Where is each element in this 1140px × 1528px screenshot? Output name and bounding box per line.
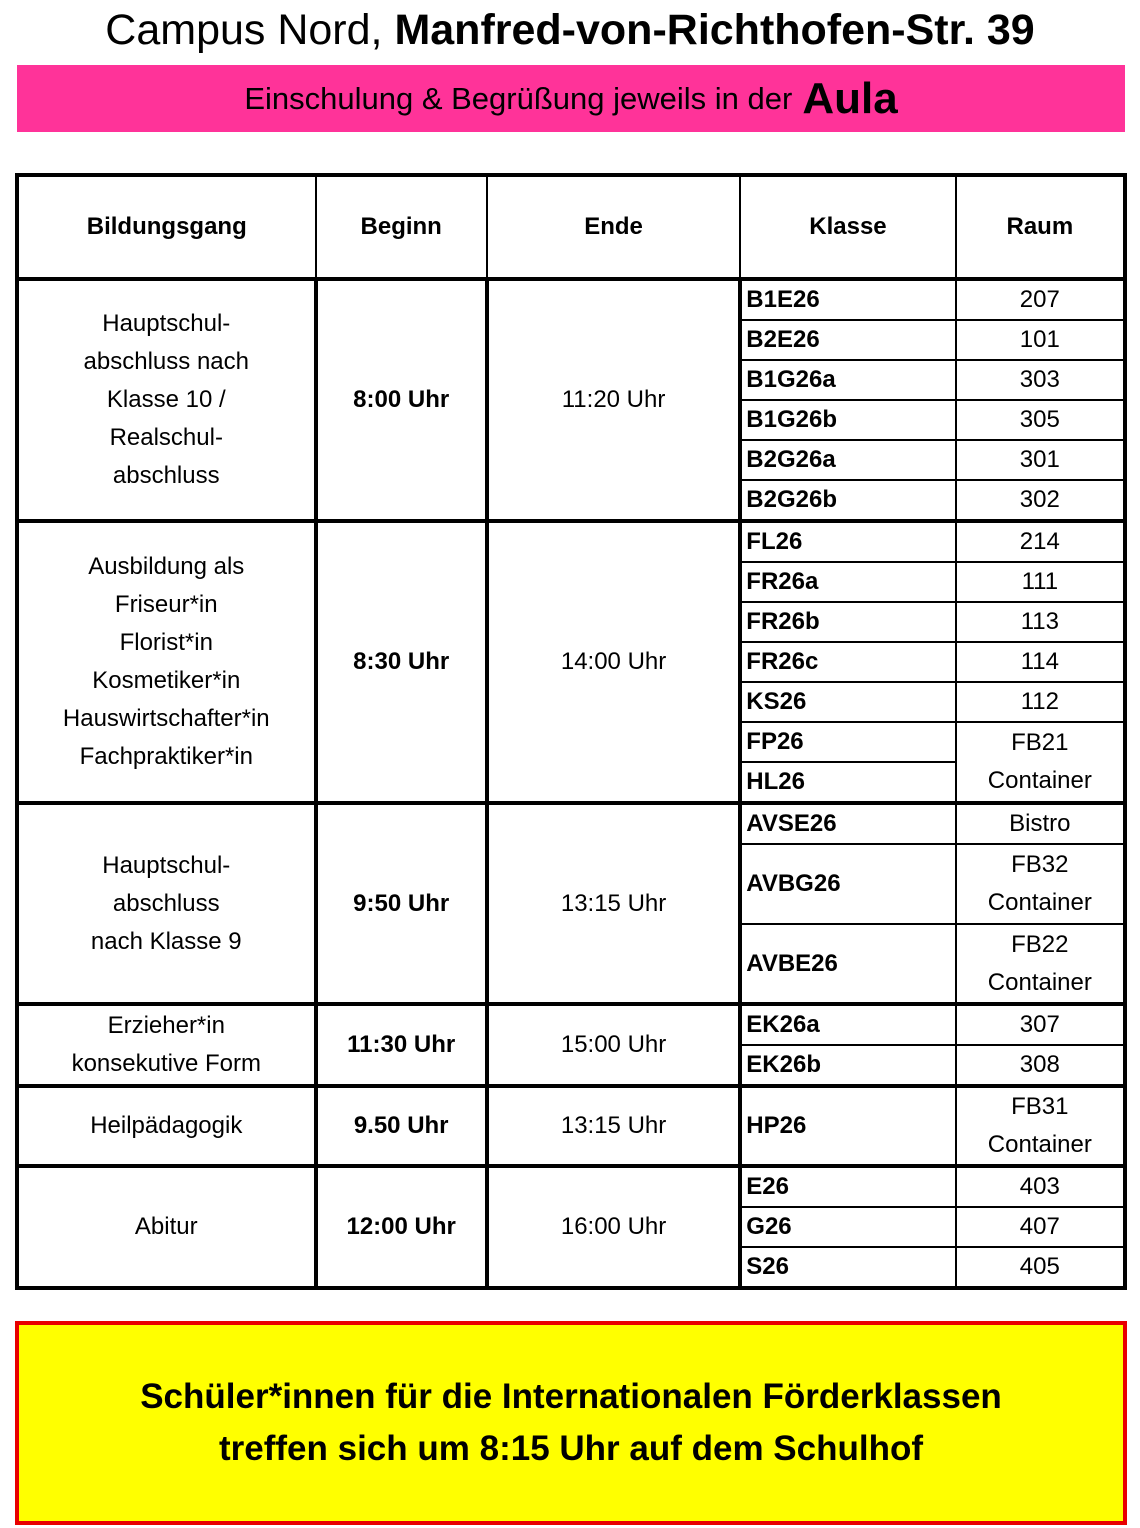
class-cell: E26 [740, 1166, 955, 1207]
room-line: 302 [1019, 486, 1060, 513]
program-cell [17, 803, 316, 1004]
class-cell: KS26 [740, 682, 955, 722]
room-line: FB31 [1011, 1093, 1069, 1120]
page-title [0, 4, 1140, 56]
program-line: Erzieher*in [107, 1012, 225, 1039]
room-cell [956, 1207, 1125, 1247]
class-cell: B1G26a [740, 360, 955, 400]
notice-line: treffen sich um 8:15 Uhr auf dem Schulhof [219, 1429, 923, 1468]
room-line: FB21 [1011, 729, 1069, 756]
program-line: Hauptschul- [102, 310, 231, 337]
info-banner [17, 65, 1125, 132]
program-cell [17, 521, 316, 803]
room-line: 214 [1019, 528, 1060, 555]
table-row [17, 1086, 1125, 1166]
program-line: Fachpraktiker*in [79, 743, 253, 770]
table-row [17, 279, 1125, 320]
room-line: 403 [1019, 1173, 1060, 1200]
start-time: 8:00 Uhr [316, 279, 487, 521]
table-row [17, 803, 1125, 844]
program-line: Realschul- [109, 424, 223, 451]
room-cell [956, 924, 1125, 1004]
room-line: 301 [1019, 446, 1060, 473]
program-line: Kosmetiker*in [92, 667, 241, 694]
start-time: 8:30 Uhr [316, 521, 487, 803]
room-line: 308 [1019, 1051, 1060, 1078]
program-line: Florist*in [119, 629, 213, 656]
room-line: Bistro [1009, 810, 1071, 837]
schedule-table [15, 173, 1127, 1290]
class-cell: EK26b [740, 1045, 955, 1086]
table-row [17, 521, 1125, 562]
end-time: 14:00 Uhr [487, 521, 740, 803]
column-header: Beginn [316, 175, 487, 279]
class-cell: S26 [740, 1247, 955, 1288]
room-line: Container [987, 1131, 1092, 1158]
room-line: 405 [1019, 1253, 1060, 1280]
program-line: Heilpädagogik [90, 1112, 243, 1139]
room-line: 305 [1019, 406, 1060, 433]
room-line: 101 [1019, 326, 1060, 353]
room-cell [956, 480, 1125, 521]
room-cell [956, 1247, 1125, 1288]
title-address: Manfred-von-Richthofen-Str. 39 [394, 6, 1035, 54]
class-cell: FR26a [740, 562, 955, 602]
program-cell [17, 1166, 316, 1288]
room-cell [956, 1045, 1125, 1086]
room-cell [956, 360, 1125, 400]
program-line: Hauptschul- [102, 851, 231, 879]
banner-location: Aula [802, 73, 898, 123]
program-line: Ausbildung als [88, 553, 245, 580]
room-cell [956, 642, 1125, 682]
column-header: Bildungsgang [17, 175, 316, 279]
end-time: 16:00 Uhr [487, 1166, 740, 1288]
room-cell [956, 320, 1125, 360]
start-time: 12:00 Uhr [316, 1166, 487, 1288]
room-cell [956, 1086, 1125, 1166]
room-cell [956, 279, 1125, 320]
start-time: 9:50 Uhr [316, 803, 487, 1004]
program-line: abschluss [112, 889, 220, 917]
end-time: 15:00 Uhr [487, 1004, 740, 1086]
table-header-row [17, 175, 1125, 279]
program-line: Klasse 10 / [106, 386, 226, 413]
class-cell: FL26 [740, 521, 955, 562]
room-line: Container [987, 968, 1092, 996]
room-line: 113 [1020, 608, 1059, 635]
room-cell [956, 1166, 1125, 1207]
notice-line: Schüler*innen für die Internationalen Förderklassen [140, 1377, 1002, 1416]
room-line: 407 [1019, 1213, 1060, 1240]
class-cell: G26 [740, 1207, 955, 1247]
start-time: 11:30 Uhr [316, 1004, 487, 1086]
class-cell: B2E26 [740, 320, 955, 360]
class-cell: AVBE26 [740, 924, 955, 1004]
room-cell [956, 440, 1125, 480]
column-header: Klasse [740, 175, 955, 279]
room-line: FB22 [1011, 930, 1069, 958]
class-cell: AVBG26 [740, 844, 955, 924]
room-cell [956, 803, 1125, 844]
program-line: nach Klasse 9 [90, 927, 242, 955]
room-line: 303 [1019, 366, 1060, 393]
start-time: 9.50 Uhr [316, 1086, 487, 1166]
program-line: Abitur [134, 1213, 198, 1240]
end-time: 13:15 Uhr [487, 803, 740, 1004]
room-line: 111 [1021, 568, 1059, 595]
end-time: 11:20 Uhr [487, 279, 740, 521]
room-line: 114 [1020, 648, 1059, 675]
class-cell: AVSE26 [740, 803, 955, 844]
room-line: 307 [1019, 1011, 1060, 1038]
title-location: Campus Nord, [105, 6, 383, 54]
program-line: konsekutive Form [71, 1050, 261, 1077]
column-header: Ende [487, 175, 740, 279]
program-cell [17, 279, 316, 521]
program-line: abschluss [112, 462, 220, 489]
room-line: FB32 [1011, 851, 1069, 878]
schedule-body [17, 279, 1125, 1288]
room-cell [956, 521, 1125, 562]
class-cell: FR26c [740, 642, 955, 682]
program-line: abschluss nach [83, 348, 249, 375]
column-header: Raum [956, 175, 1125, 279]
class-cell: HP26 [740, 1086, 955, 1166]
program-cell [17, 1004, 316, 1086]
room-cell [956, 1004, 1125, 1045]
class-cell: EK26a [740, 1004, 955, 1045]
room-cell [956, 722, 1125, 803]
table-row [17, 1004, 1125, 1045]
room-line: Container [987, 889, 1092, 916]
banner-text: Einschulung & Begrüßung jeweils in der [244, 80, 793, 116]
room-line: 112 [1020, 688, 1059, 715]
class-cell: HL26 [740, 762, 955, 803]
class-cell: FP26 [740, 722, 955, 762]
room-cell [956, 400, 1125, 440]
class-cell: B1G26b [740, 400, 955, 440]
program-line: Friseur*in [114, 591, 218, 618]
class-cell: B2G26a [740, 440, 955, 480]
room-cell [956, 562, 1125, 602]
room-cell [956, 602, 1125, 642]
room-cell [956, 682, 1125, 722]
class-cell: FR26b [740, 602, 955, 642]
room-cell [956, 844, 1125, 924]
class-cell: B1E26 [740, 279, 955, 320]
class-cell: B2G26b [740, 480, 955, 521]
room-line: 207 [1019, 286, 1060, 313]
table-row [17, 1166, 1125, 1207]
room-line: Container [987, 767, 1092, 794]
program-line: Hauswirtschafter*in [62, 705, 270, 732]
program-cell [17, 1086, 316, 1166]
notice-box [15, 1321, 1127, 1525]
end-time: 13:15 Uhr [487, 1086, 740, 1166]
